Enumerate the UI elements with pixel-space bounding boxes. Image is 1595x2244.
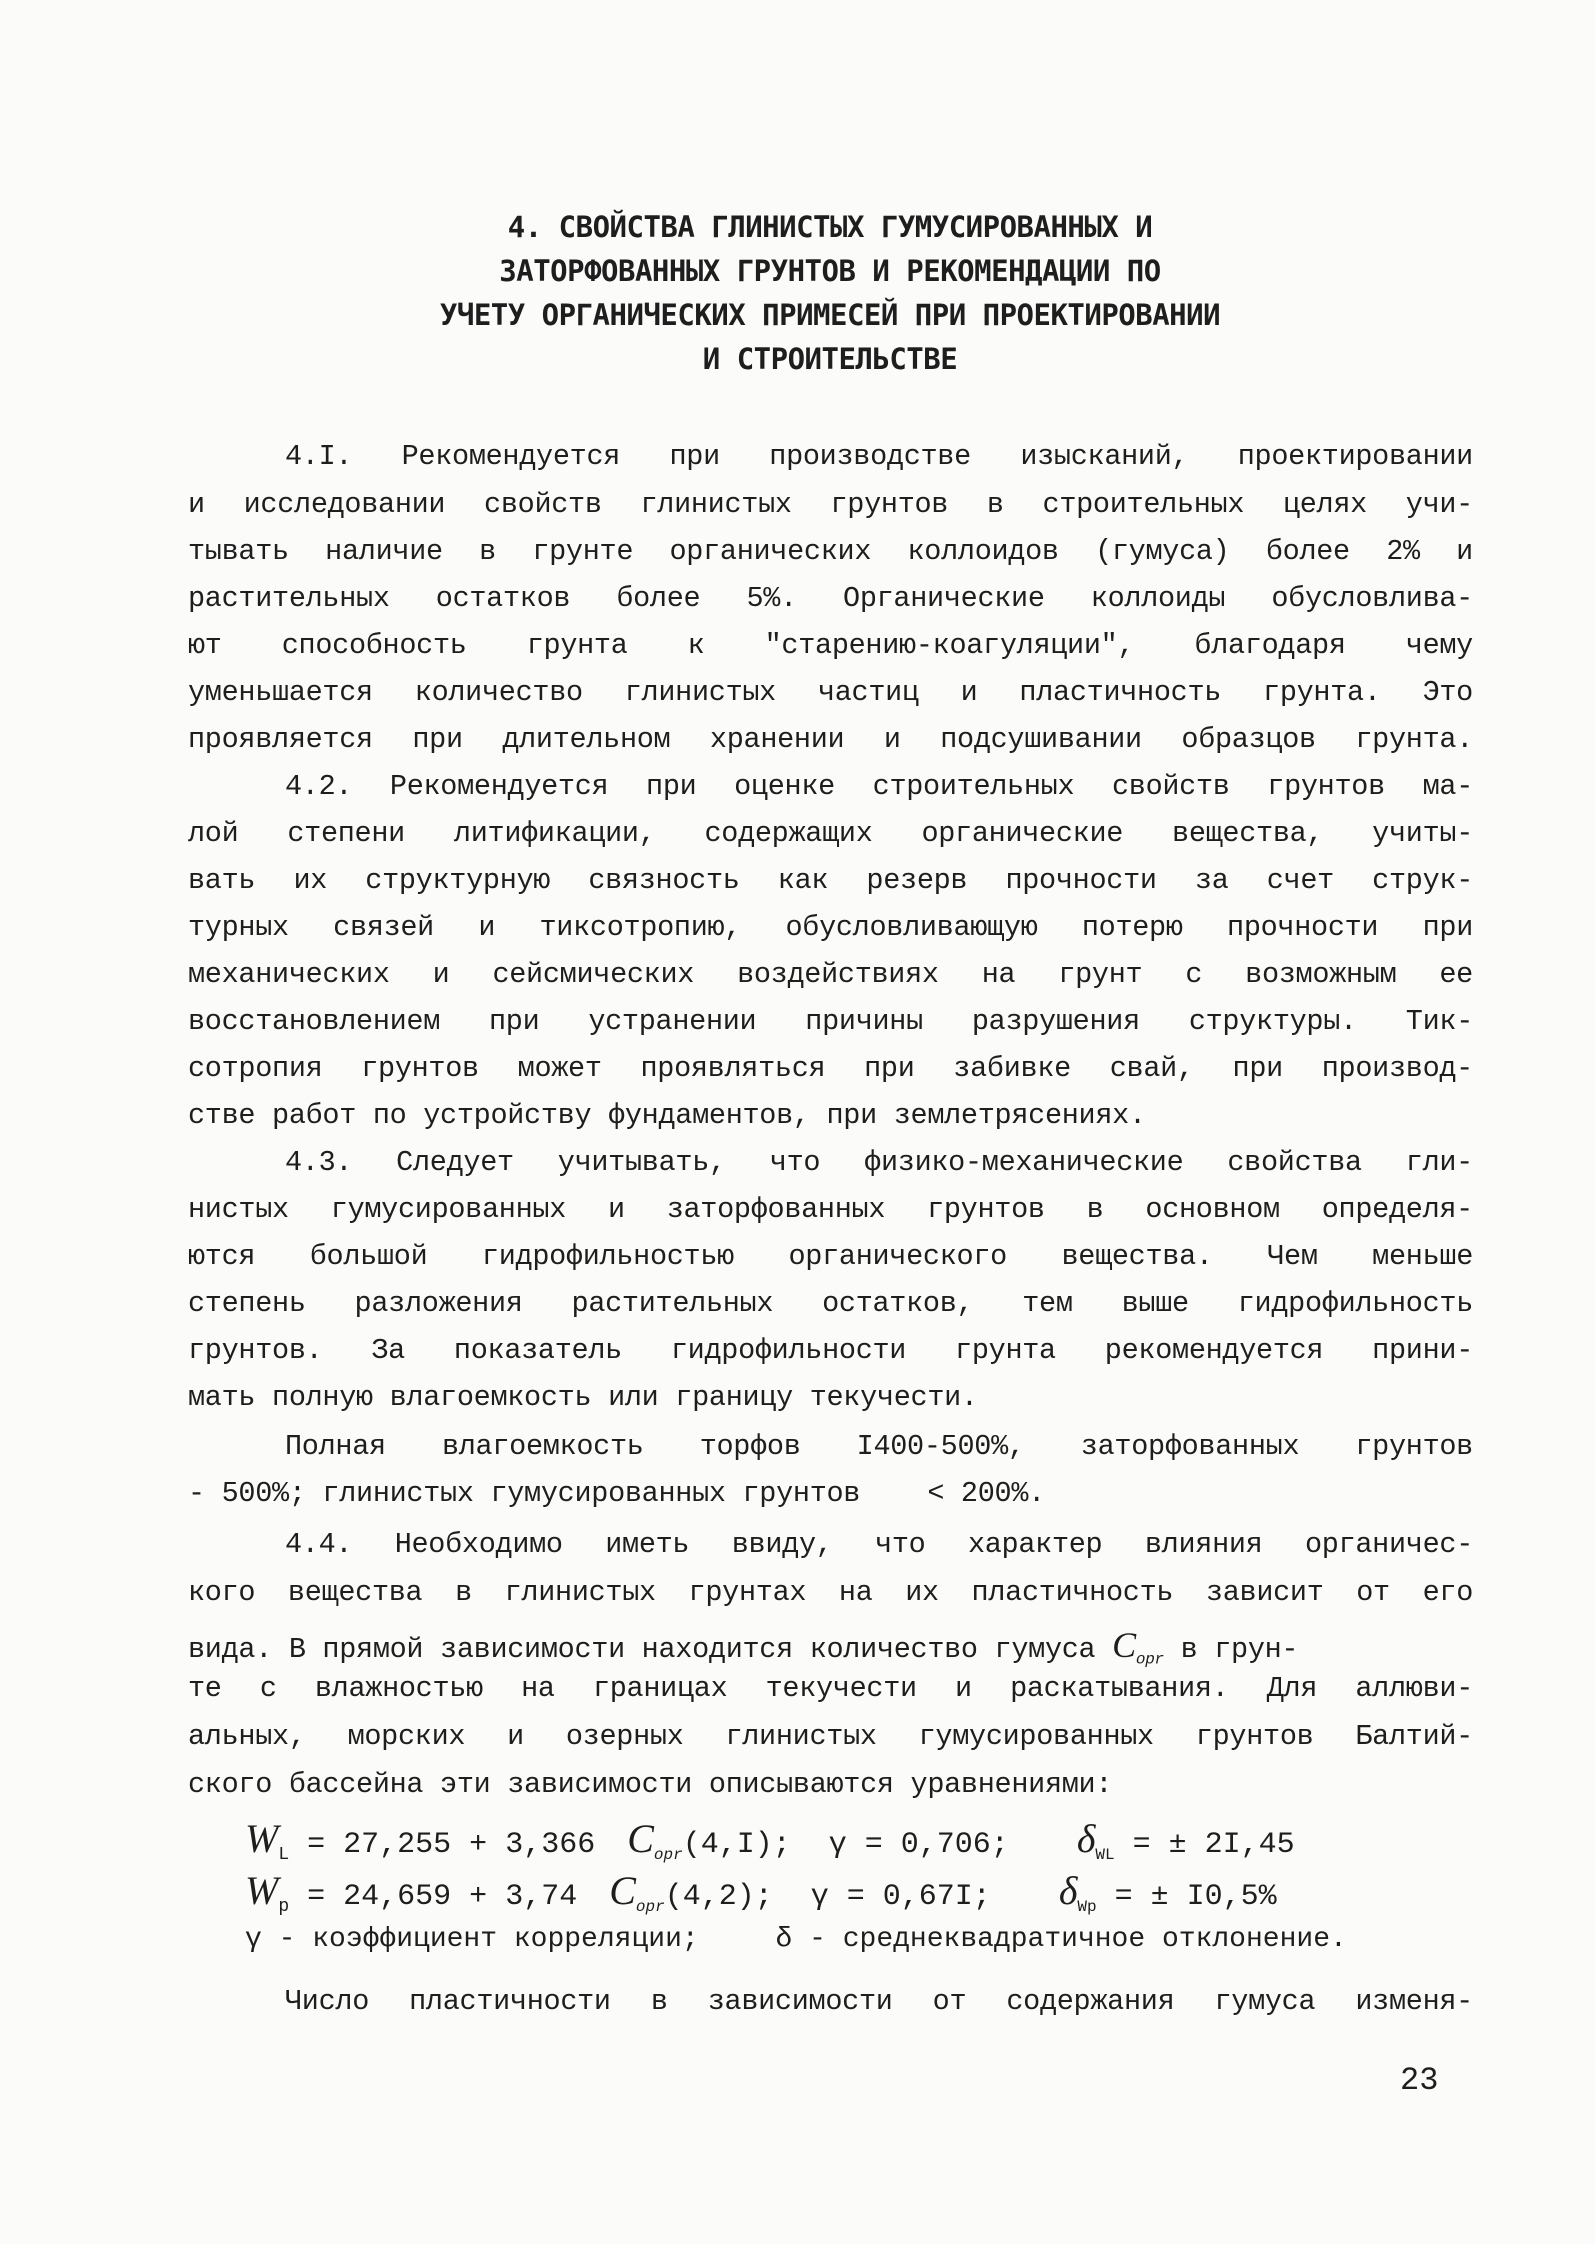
text-line: турных связей и тиксотропию, обусловливающую потерю прочности при — [188, 911, 1473, 944]
formula-deviation: = ± 2I,45 — [1132, 1828, 1295, 1862]
formula-lhs: W — [245, 1816, 279, 1861]
formula-eqno: (4,I); — [682, 1828, 791, 1862]
formula-lhs-sub: p — [278, 1897, 290, 1917]
formula-expression: = 24,659 + 3,74 — [307, 1880, 578, 1914]
text-line: Полная влагоемкость торфов I400-500%, заторфованных грунтов — [285, 1430, 1473, 1463]
humus-symbol: C — [1112, 1625, 1136, 1665]
text-line: степень разложения растительных остатков, тем выше гидрофильность — [188, 1287, 1473, 1320]
text-line: те с влажностью на границах текучести и раскатывания. Для аллюви- — [188, 1672, 1473, 1705]
section-heading — [330, 205, 1330, 381]
text-line: механических и сейсмических воздействиях на грунт с возможным ее — [188, 958, 1473, 991]
formula-correlation: γ = 0,706; — [828, 1828, 1009, 1862]
formula-delta: δ — [1058, 1868, 1078, 1913]
text-line: альных, морских и озерных глинистых гумусированных грунтов Балтий- — [188, 1720, 1473, 1753]
legend-deviation: δ - среднеквадратичное отклонение. — [775, 1924, 1347, 1955]
text-line: ского бассейна эти зависимости описываются уравнениями: — [188, 1768, 1113, 1801]
text-fragment: в грун- — [1180, 1633, 1299, 1666]
formula-c-sub: opr — [635, 1898, 665, 1916]
text-line: нистых гумусированных и заторфованных грунтов в основном определя- — [188, 1193, 1473, 1226]
text-line: ют способность грунта к "старению-коагуляции", благодаря чему — [188, 629, 1473, 662]
formula-c-symbol: C — [609, 1868, 636, 1913]
formula-expression: = 27,255 + 3,366 — [307, 1828, 596, 1862]
formula-deviation: = ± I0,5% — [1114, 1880, 1277, 1914]
text-line: сотропия грунтов может проявляться при забивке свай, при производ- — [188, 1052, 1473, 1085]
text-line: 4.I. Рекомендуется при производстве изысканий, проектировании — [285, 440, 1473, 473]
text-fragment: вида. В прямой зависимости находится количество гумуса — [188, 1633, 1096, 1666]
text-line: вать их структурную связность как резерв прочности за счет струк- — [188, 864, 1473, 897]
heading-line: 4. СВОЙСТВА ГЛИНИСТЫХ ГУМУСИРОВАННЫХ И — [507, 210, 1153, 244]
formula-c-sub: opr — [653, 1846, 683, 1864]
text-line: и исследовании свойств глинистых грунтов в строительных целях учи- — [188, 488, 1473, 521]
text-line: Число пластичности в зависимости от содержания гумуса изменя- — [285, 1985, 1473, 2018]
formula-correlation: γ = 0,67I; — [810, 1880, 991, 1914]
text-line: проявляется при длительном хранении и подсушивании образцов грунта. — [188, 723, 1473, 756]
text-line: грунтов. За показатель гидрофильности грунта рекомендуется прини- — [188, 1334, 1473, 1367]
formula-plastic-limit — [245, 1867, 1277, 1917]
text-line: лой степени литификации, содержащих органические вещества, учиты- — [188, 817, 1473, 850]
text-line: 4.2. Рекомендуется при оценке строительных свойств грунтов ма- — [285, 770, 1473, 803]
formula-eqno: (4,2); — [664, 1880, 773, 1914]
text-line: растительных остатков более 5%. Органические коллоиды обусловлива- — [188, 582, 1473, 615]
formula-delta-sub: Wp — [1077, 1898, 1097, 1916]
formula-lhs-sub: L — [278, 1845, 290, 1865]
text-line: 4.3. Следует учитывать, что физико-механические свойства гли- — [285, 1146, 1473, 1179]
page-number: 23 — [1400, 2062, 1439, 2099]
heading-line: УЧЕТУ ОРГАНИЧЕСКИХ ПРИМЕСЕЙ ПРИ ПРОЕКТИРОВАНИИ — [439, 298, 1221, 332]
text-line: кого вещества в глинистых грунтах на их пластичность зависит от его — [188, 1576, 1473, 1609]
heading-line: ЗАТОРФОВАННЫХ ГРУНТОВ И РЕКОМЕНДАЦИИ ПО — [499, 254, 1161, 288]
formula-lhs: W — [245, 1868, 279, 1913]
text-line: - 500%; глинистых гумусированных грунтов < 200%. — [188, 1477, 1045, 1510]
text-line: тывать наличие в грунте органических коллоидов (гумуса) более 2% и — [188, 535, 1473, 568]
formula-c-symbol: C — [627, 1816, 654, 1861]
formula-liquid-limit — [245, 1815, 1295, 1865]
humus-subscript: opr — [1135, 1650, 1164, 1669]
text-line: 4.4. Необходимо иметь ввиду, что характер влияния органичес- — [285, 1528, 1473, 1561]
text-line: ются большой гидрофильностью органического вещества. Чем меньше — [188, 1240, 1473, 1273]
text-line — [188, 1624, 1298, 1669]
formula-legend — [245, 1924, 1347, 1955]
formula-delta-sub: WL — [1095, 1846, 1115, 1864]
text-line: восстановлением при устранении причины разрушения структуры. Тик- — [188, 1005, 1473, 1038]
formula-delta: δ — [1076, 1816, 1096, 1861]
legend-correlation: γ - коэффициент корреляции; — [245, 1924, 699, 1955]
text-line: стве работ по устройству фундаментов, при землетрясениях. — [188, 1099, 1146, 1132]
heading-line: И СТРОИТЕЛЬСТВЕ — [702, 342, 958, 376]
text-line: мать полную влагоемкость или границу текучести. — [188, 1381, 978, 1414]
text-line: уменьшается количество глинистых частиц и пластичность грунта. Это — [188, 676, 1473, 709]
